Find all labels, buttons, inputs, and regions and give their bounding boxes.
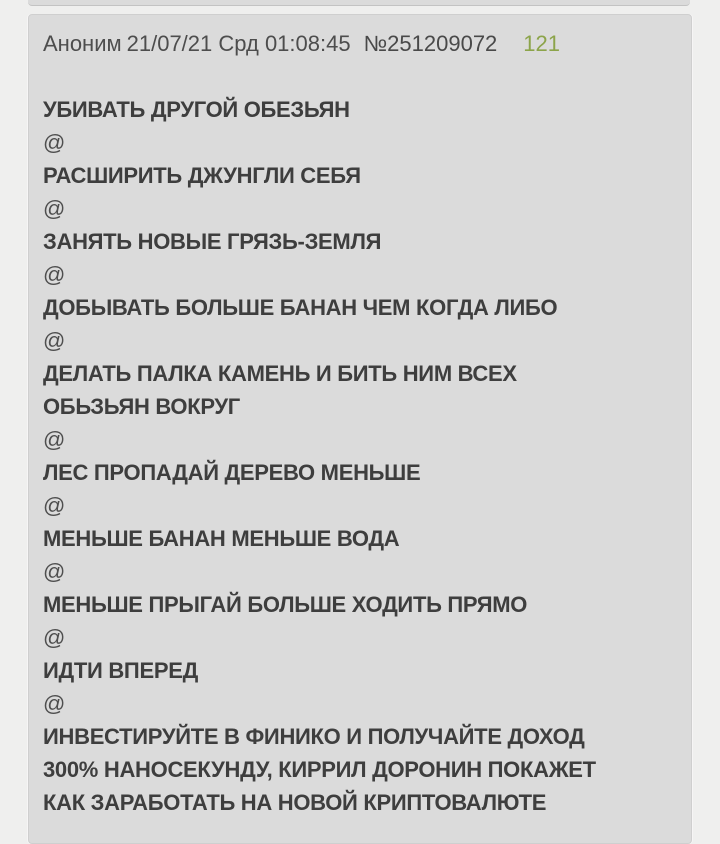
at-separator-line: @ [43,262,66,287]
post-body [43,93,677,819]
replies-count-link[interactable]: 121 [523,31,561,56]
post-text-line: ДОБЫВАТЬ БОЛЬШЕ БАНАН ЧЕМ КОГДА ЛИБО [43,295,558,320]
post-text-line: ЛЕС ПРОПАДАЙ ДЕРЕВО МЕНЬШЕ [43,460,421,485]
at-separator-line: @ [43,328,66,353]
at-separator-line: @ [43,493,66,518]
post-text-line: КАК ЗАРАБОТАТЬ НА НОВОЙ КРИПТОВАЛЮТЕ [43,790,547,815]
at-separator-line: @ [43,427,66,452]
post-text-line: ЗАНЯТЬ НОВЫЕ ГРЯЗЬ-ЗЕМЛЯ [43,229,382,254]
post-text-line: УБИВАТЬ ДРУГОЙ ОБЕЗЬЯН [43,97,350,122]
at-separator-line: @ [43,130,66,155]
post-text-line: МЕНЬШЕ ПРЫГАЙ БОЛЬШЕ ХОДИТЬ ПРЯМО [43,592,528,617]
post-text-line: РАСШИРИТЬ ДЖУНГЛИ СЕБЯ [43,163,361,188]
post-header [43,32,677,56]
at-separator-line: @ [43,691,66,716]
post-text-line: ДЕЛАТЬ ПАЛКА КАМЕНЬ И БИТЬ НИМ ВСЕХ [43,361,517,386]
at-separator-line: @ [43,559,66,584]
post-text-line: МЕНЬШЕ БАНАН МЕНЬШЕ ВОДА [43,526,400,551]
at-separator-line: @ [43,625,66,650]
at-separator-line: @ [43,196,66,221]
post-datetime: 21/07/21 Срд 01:08:45 [126,31,351,56]
post-text-line: ИДТИ ВПЕРЕД [43,658,198,683]
post-number-link[interactable]: №251209072 [363,31,498,56]
post-card [28,14,692,844]
previous-post-bottom-edge [28,0,690,6]
poster-name: Аноним [43,31,122,56]
post-text-line: 300% НАНОСЕКУНДУ, КИРРИЛ ДОРОНИН ПОКАЖЕТ [43,757,596,782]
post-text-line: ОБЬЗЬЯН ВОКРУГ [43,394,240,419]
post-text-line: ИНВЕСТИРУЙТЕ В ФИНИКО И ПОЛУЧАЙТЕ ДОХОД [43,724,585,749]
